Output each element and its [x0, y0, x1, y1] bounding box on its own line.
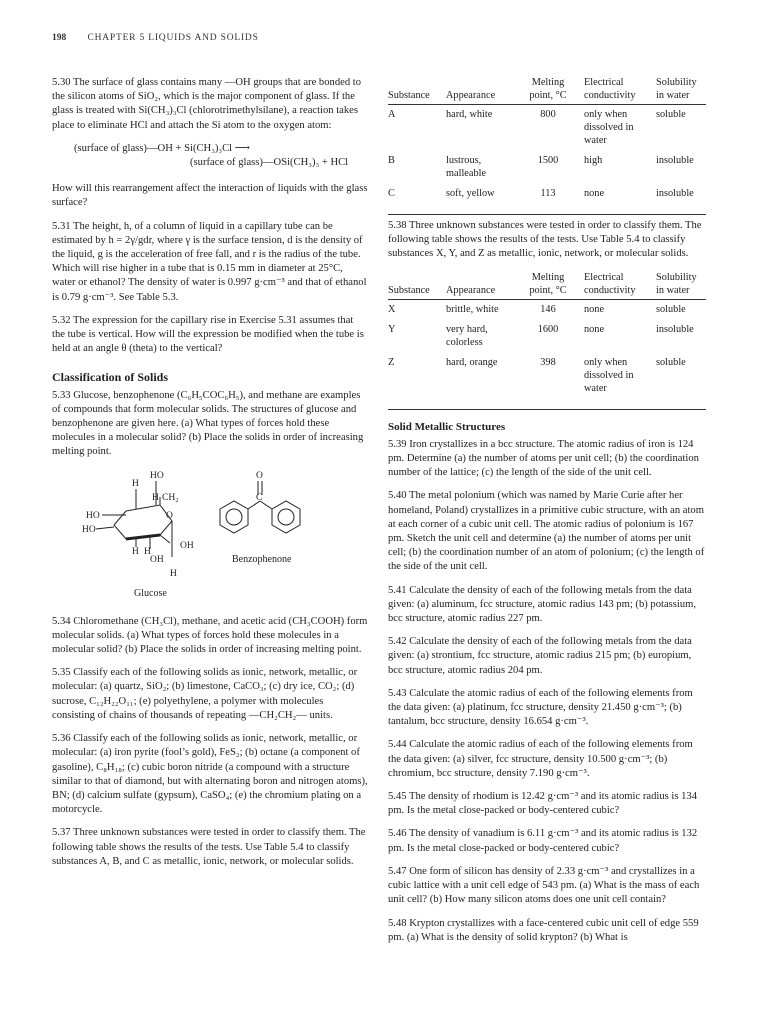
exercise-5-42: 5.42 Calculate the density of each of the following metals from the data given: (a) strontium, fcc structure, atomic radius 215 pm; (b) europium, bcc structure, atomic radius 204 pm.	[388, 636, 692, 676]
exercise-5-30-question: How will this rearrangement affect the interaction of liquids with the glass surface?	[52, 183, 368, 209]
table-row	[388, 105, 706, 152]
chapter-title: CHAPTER 5 LIQUIDS AND SOLIDS	[87, 33, 259, 43]
table-header-row	[388, 271, 706, 300]
cell: only when dissolved in water	[584, 109, 634, 146]
cell: insoluble	[656, 188, 694, 199]
cell: X	[388, 303, 396, 315]
results-table-abc	[388, 76, 706, 204]
table-row	[388, 184, 706, 204]
exercise-5-38: 5.38 Three unknown substances were tested in order to classify them. The following table shows the results of the tests. Use Table 5.4 to classify substances X, Y, and Z as metallic, ionic, network, or molecular solids.	[388, 220, 702, 260]
cell: soluble	[656, 303, 686, 315]
cell: 1600	[537, 323, 559, 335]
cell: only when dissolved in water	[584, 356, 634, 394]
table-header-row	[388, 76, 706, 105]
cell: Y	[388, 323, 396, 335]
cell: Z	[388, 356, 395, 368]
left-column	[52, 76, 368, 878]
exercise-5-34: 5.34 Chloromethane (CH₃Cl), methane, and acetic acid (CH₃COOH) form molecular solids. (a) What types of forces hold these molecules in a molecular solid? (b) Place the solids in order of increasing melting point.	[52, 615, 368, 656]
glucose-atom-h-low1: H	[132, 546, 139, 557]
cell: lustrous, malleable	[446, 155, 487, 179]
exercise-5-37: 5.37 Three unknown substances were tested in order to classify them. The following table shows the results of the tests. Use Table 5.4 to classify substances A, B, and C as metallic, ionic, network, or molecular solids.	[52, 827, 366, 867]
table-row	[388, 320, 706, 353]
cell: B	[388, 155, 395, 166]
col-solubility: Solubility in water	[656, 76, 706, 105]
structure-drawing	[52, 469, 368, 607]
benzo-atom-c: C	[256, 492, 263, 503]
col-conductivity: Electrical conductivity	[576, 76, 656, 105]
cell: insoluble	[656, 155, 694, 166]
equation-line-1: (surface of glass)—OH + Si(CH₃)₃Cl ⟶	[74, 142, 250, 154]
cell: 146	[540, 303, 556, 315]
exercise-5-40: 5.40 The metal polonium (which was named by Marie Curie after her homeland, Poland) crystallizes in a primitive cubic structure, with an atom at each corner of a cubic unit cell. The atomic radius of polonium is 167 pm. Sketch the unit cell and determine (a) the number of atoms per unit cell; (b) the coordination number of an atom of polonium; (c) the length of the side of the unit cell.	[388, 490, 705, 573]
cell: insoluble	[656, 323, 694, 335]
table-row	[388, 151, 706, 184]
col-substance: Substance	[388, 76, 446, 105]
glucose-atom-ho-low: HO	[82, 524, 96, 535]
exercise-5-32: 5.32 The expression for the capillary rise in Exercise 5.31 assumes that the tube is vertical. How will the expression be modified when the tube is held at an angle θ (theta) to the vertical?	[52, 314, 364, 355]
cell: 113	[540, 188, 556, 199]
cell: hard, orange	[446, 356, 498, 368]
cell: 800	[540, 109, 556, 120]
glucose-atom-oh-right: OH	[180, 540, 194, 551]
glucose-atom-ch2: CH₂	[162, 492, 179, 503]
running-header	[52, 33, 259, 43]
exercise-5-47: 5.47 One form of silicon has density of 2.33 g·cm⁻³ and crystallizes in a cubic lattice with a unit cell edge of 543 pm. (a) What is the mass of each unit cell? (b) How many silicon atoms does one unit cell contain?	[388, 865, 700, 906]
exercise-5-46: 5.46 The density of vanadium is 6.11 g·cm⁻³ and its atomic radius is 132 pm. Is the metal close-packed or body-centered cubic?	[388, 828, 698, 854]
cell: C	[388, 188, 395, 199]
cell: 398	[540, 356, 556, 368]
cell: very hard, colorless	[446, 323, 488, 348]
exercise-5-48: 5.48 Krypton crystallizes with a face-centered cubic unit cell of edge 559 pm. (a) What is the density of solid krypton? (b) What is	[388, 917, 699, 943]
glucose-atom-o: O	[166, 510, 173, 521]
right-column	[388, 76, 706, 954]
cell: brittle, white	[446, 303, 499, 315]
cell: high	[584, 155, 603, 166]
exercise-5-36: 5.36 Classify each of the following solids as ionic, network, metallic, or molecular: (a) iron pyrite (fool’s gold), FeS₂; (b) octane (a component of gasoline), C₈H₁₈; (c) cubic boron nitride (a compound with a structure similar to that of diamond, but with alternating boron and nitrogen atoms), BN; (d) calcium sulfate (gypsum), CaSO₄; (e) the chromium plating on a motorcycle.	[52, 733, 368, 816]
benzo-atom-o: O	[256, 470, 263, 481]
divider	[388, 214, 706, 215]
exercise-5-30: 5.30 The surface of glass contains many —OH groups that are bonded to the silicon atoms of SiO₂, which is the major component of glass. If the glass is treated with Si(CH₃)₃Cl (chlorotrimethylsilane), a reaction takes place to eliminate HCl and attach the Si atom to the oxygen atom:	[52, 77, 362, 131]
cell: soft, yellow	[446, 188, 495, 199]
glucose-atom-h-low2: H	[144, 546, 151, 557]
exercise-5-45: 5.45 The density of rhodium is 12.42 g·cm⁻³ and its atomic radius is 134 pm. Is the metal close-packed or body-centered cubic?	[388, 791, 697, 817]
cell: none	[584, 303, 605, 315]
cell: A	[388, 109, 396, 120]
table-row	[388, 353, 706, 399]
col-appearance: Appearance	[446, 76, 520, 105]
results-table-xyz	[388, 271, 706, 399]
cell: 1500	[537, 155, 559, 166]
reaction-equation	[74, 142, 368, 170]
exercise-5-35: 5.35 Classify each of the following solids as ionic, network, metallic, or molecular: (a) quartz, SiO₂; (b) limestone, CaCO₃; (c) dry ice, CO₂; (d) sucrose, C₁₂H₂₂O₁₁; (e) polyethylene, a polymer with molecules consisting of chains of thousands of repeating —CH₂CH₂— units.	[52, 667, 358, 721]
col-solubility: Solubility in water	[656, 271, 706, 300]
benzophenone-label: Benzophenone	[232, 553, 292, 565]
table-row	[388, 299, 706, 320]
cell: none	[584, 323, 605, 335]
glucose-atom-h-bottom: H	[170, 568, 177, 579]
exercise-5-31: 5.31 The height, h, of a column of liquid in a capillary tube can be estimated by h = 2γ/gdr, where γ is the surface tension, d is the density of the liquid, g is the acceleration of free fall, and r is the radius of the tube. Which will rise higher in a tube that is 0.15 mm in diameter at 25°C, water or ethanol? The density of water is 0.997 g·cm⁻³ and that of ethanol is 0.79 g·cm⁻³. See Table 5.3.	[52, 220, 367, 303]
col-substance: Substance	[388, 271, 446, 300]
exercise-5-44: 5.44 Calculate the atomic radius of each of the following elements from the data given: (a) silver, fcc structure, density 10.500 g·cm⁻³; (b) chromium, bcc structure, density 7.190 g·cm⁻³.	[388, 739, 693, 779]
exercise-5-43: 5.43 Calculate the atomic radius of each of the following elements from the data given: (a) platinum, fcc structure, density 21.450 g·cm⁻³; (b) tantalum, bcc structure, density 16.654 g·cm⁻³.	[388, 687, 693, 728]
cell: soluble	[656, 109, 686, 120]
glucose-atom-ho-top: HO	[150, 470, 164, 481]
col-conductivity: Electrical conductivity	[576, 271, 656, 300]
section-heading-classification: Classification of Solids	[52, 370, 169, 385]
benzophenone-rings	[220, 481, 300, 533]
equation-line-2: (surface of glass)—OSi(CH₃)₃ + HCl	[190, 157, 349, 169]
col-appearance: Appearance	[446, 271, 520, 300]
molecular-structures	[52, 469, 368, 607]
cell: none	[584, 188, 605, 199]
exercise-5-33: 5.33 Glucose, benzophenone (C₆H₅COC₆H₅), and methane are examples of compounds that form molecular solids. The structures of glucose and benzophenone are given here. (a) What types of forces hold these molecules in a molecular solid? (b) Place the solids in order of increasing melting point.	[52, 389, 364, 458]
col-melting-point: Melting point, °C	[520, 76, 576, 105]
exercise-5-41: 5.41 Calculate the density of each of the following metals from the data given: (a) aluminum, fcc structure, atomic radius 143 pm; (b) potassium, bcc structure, atomic radius 227 pm.	[388, 584, 697, 625]
divider	[388, 409, 706, 410]
cell: soluble	[656, 356, 686, 368]
page-number: 198	[52, 33, 67, 43]
glucose-atom-oh-bottom: OH	[150, 554, 164, 565]
glucose-atom-ho-left: HO	[86, 510, 100, 521]
exercise-5-39: 5.39 Iron crystallizes in a bcc structure. The atomic radius of iron is 124 pm. Determine (a) the number of atoms per unit cell; (b) the coordination number of the lattice; (c) the length of the side of the unit cell.	[388, 438, 699, 479]
glucose-atom-h-top: H	[132, 478, 139, 489]
glucose-atom-h-mid: H	[152, 492, 159, 503]
section-heading-metallic: Solid Metallic Structures	[388, 420, 506, 433]
cell: hard, white	[446, 109, 493, 120]
col-melting-point: Melting point, °C	[520, 271, 576, 300]
glucose-label: Glucose	[134, 587, 167, 599]
